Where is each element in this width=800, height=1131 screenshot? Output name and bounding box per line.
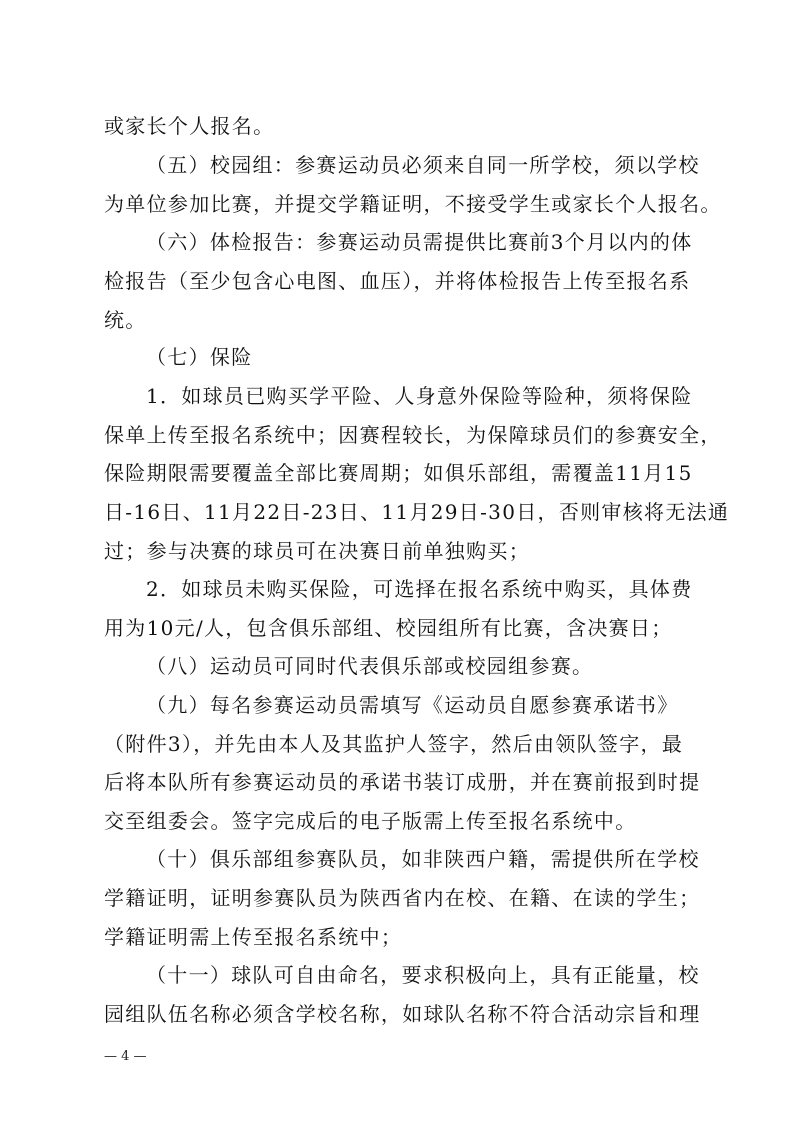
text-line: （九）每名参赛运动员需填写《运动员自愿参赛承诺书》 <box>146 693 679 717</box>
text-line: 保单上传至报名系统中；因赛程较长，为保障球员们的参赛安全， <box>104 423 722 447</box>
text-line: （十）俱乐部组参赛队员，如非陕西户籍，需提供所在学校 <box>146 847 700 871</box>
page-number: — 4 — <box>104 1049 147 1064</box>
text-line: 统。 <box>104 308 147 332</box>
text-line: 或家长个人报名。 <box>104 114 275 138</box>
text-line: 日-16日、11月22日-23日、11月29日-30日，否则审核将无法通 <box>104 500 730 524</box>
text-line: （五）校园组：参赛运动员必须来自同一所学校，须以学校 <box>146 153 700 177</box>
text-line: 学籍证明需上传至报名系统中； <box>104 925 403 949</box>
text-line: 交至组委会。签字完成后的电子版需上传至报名系统中。 <box>104 809 637 833</box>
text-line: 学籍证明，证明参赛队员为陕西省内在校、在籍、在读的学生； <box>104 886 701 910</box>
text-line: 过；参与决赛的球员可在决赛日前单独购买； <box>104 539 530 563</box>
text-line: （六）体检报告：参赛运动员需提供比赛前3个月以内的体 <box>146 230 693 254</box>
text-line: 保险期限需要覆盖全部比赛周期；如俱乐部组，需覆盖11月15 <box>104 461 693 485</box>
text-line: （八）运动员可同时代表俱乐部或校园组参赛。 <box>146 654 594 678</box>
text-line: （七）保险 <box>146 345 253 369</box>
text-line: 为单位参加比赛，并提交学籍证明，不接受学生或家长个人报名。 <box>104 192 722 216</box>
text-line: 2．如球员未购买保险，可选择在报名系统中购买，具体费 <box>146 577 693 601</box>
text-line: （附件3），并先由本人及其监护人签字，然后由领队签字，最 <box>104 732 684 756</box>
text-line: （十一）球队可自由命名，要求积极向上，具有正能量，校 <box>146 963 700 987</box>
text-line: 后将本队所有参赛运动员的承诺书装订成册，并在赛前报到时提 <box>104 770 701 794</box>
text-line: 园组队伍名称必须含学校名称，如球队名称不符合活动宗旨和理 <box>104 1002 701 1026</box>
text-line: 检报告（至少包含心电图、血压），并将体检报告上传至报名系 <box>104 269 691 293</box>
text-line: 用为10元/人，包含俱乐部组、校园组所有比赛，含决赛日； <box>104 616 673 640</box>
text-line: 1．如球员已购买学平险、人身意外保险等险种，须将保险 <box>146 384 693 408</box>
